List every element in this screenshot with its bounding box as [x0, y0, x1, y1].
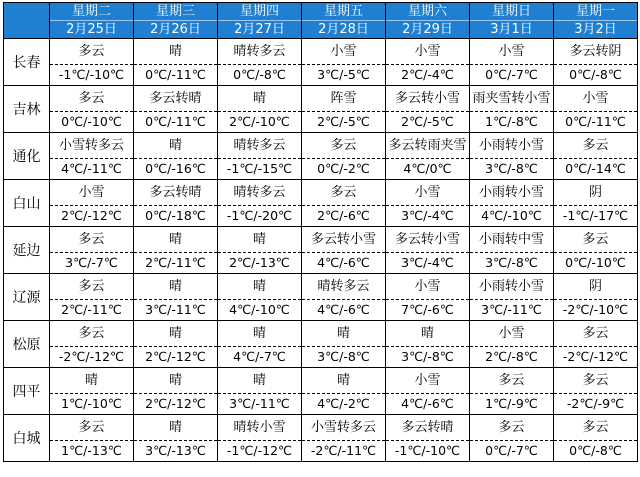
forecast-cell [302, 227, 386, 274]
temperature-text: 0℃/-10℃ [554, 252, 637, 273]
forecast-cell [470, 180, 554, 227]
forecast-cell [554, 368, 638, 415]
forecast-cell [218, 227, 302, 274]
weather-text: 小雪 [78, 185, 105, 200]
forecast-cell [554, 39, 638, 86]
forecast-cell [386, 321, 470, 368]
weather-text: 晴转多云 [317, 279, 370, 294]
weather-text: 阴 [588, 279, 602, 294]
weather-text: 晴 [420, 326, 434, 341]
temperature-text: -1℃/-10℃ [50, 64, 133, 85]
city-row [4, 180, 638, 227]
forecast-cell [386, 368, 470, 415]
forecast-cell [470, 368, 554, 415]
temperature-text: 3℃/-8℃ [302, 346, 385, 367]
temperature-text: 4℃/-10℃ [470, 205, 553, 226]
forecast-cell [554, 321, 638, 368]
temperature-text: 0℃/-10℃ [50, 111, 133, 132]
forecast-cell [302, 86, 386, 133]
temperature-text: -2℃/-12℃ [554, 346, 637, 367]
temperature-text: 0℃/-11℃ [554, 111, 637, 132]
weather-text: 小雪 [414, 44, 441, 59]
temperature-text: 3℃/-4℃ [386, 205, 469, 226]
weather-text: 小雨转中雪 [478, 232, 544, 247]
city-row [4, 133, 638, 180]
temperature-text: 3℃/-11℃ [218, 393, 301, 414]
forecast-cell [218, 180, 302, 227]
temperature-text: 2℃/-11℃ [50, 299, 133, 320]
forecast-cell [302, 39, 386, 86]
weather-text: 多云 [330, 138, 357, 153]
weather-text: 阵雪 [330, 91, 357, 106]
forecast-cell [134, 39, 218, 86]
temperature-text: 2℃/-13℃ [218, 252, 301, 273]
temperature-text: 3℃/-5℃ [302, 64, 385, 85]
temperature-text: 4℃/0℃ [386, 158, 469, 179]
weekday-label: 星期日 [470, 3, 553, 21]
weather-text: 晴 [336, 326, 350, 341]
temperature-text: 2℃/-8℃ [470, 346, 553, 367]
weather-text: 多云转阴 [569, 44, 622, 59]
weather-text: 多云转小雪 [394, 91, 460, 106]
temperature-text: 2℃/-12℃ [134, 393, 217, 414]
weather-text: 小雨转小雪 [478, 279, 544, 294]
temperature-text: 4℃/-10℃ [218, 299, 301, 320]
temperature-text: 0℃/-8℃ [554, 64, 637, 85]
temperature-text: 2℃/-5℃ [302, 111, 385, 132]
weather-text: 小雪转多云 [310, 420, 376, 435]
forecast-cell [470, 321, 554, 368]
weather-text: 晴 [252, 91, 266, 106]
forecast-cell [218, 368, 302, 415]
forecast-cell [554, 180, 638, 227]
day-header-cell [218, 3, 302, 39]
weekday-label: 星期一 [554, 3, 637, 21]
temperature-text: 1℃/-8℃ [470, 111, 553, 132]
forecast-cell [134, 415, 218, 462]
date-label: 3月1日 [490, 22, 533, 37]
weather-text: 晴 [252, 279, 266, 294]
weather-text: 晴 [168, 44, 182, 59]
temperature-text: -1℃/-10℃ [386, 440, 469, 461]
temperature-text: 2℃/-12℃ [134, 346, 217, 367]
temperature-text: 3℃/-7℃ [50, 252, 133, 273]
weekday-label: 星期四 [218, 3, 301, 21]
forecast-cell [302, 133, 386, 180]
date-label: 3月2日 [574, 22, 617, 37]
weather-text: 多云转雨夹雪 [388, 138, 467, 153]
forecast-cell [50, 415, 134, 462]
temperature-text: 4℃/-7℃ [218, 346, 301, 367]
forecast-cell [470, 227, 554, 274]
date-label: 2月25日 [66, 22, 117, 37]
temperature-text: 3℃/-4℃ [386, 252, 469, 273]
weather-text: 多云 [78, 91, 105, 106]
weather-text: 小雪 [582, 91, 609, 106]
temperature-text: -2℃/-11℃ [302, 440, 385, 461]
weather-text: 多云 [78, 232, 105, 247]
forecast-cell [302, 180, 386, 227]
city-row [4, 86, 638, 133]
temperature-text: 1℃/-9℃ [470, 393, 553, 414]
temperature-text: -1℃/-20℃ [218, 205, 301, 226]
city-row [4, 368, 638, 415]
weather-text: 晴 [168, 420, 182, 435]
temperature-text: 3℃/-8℃ [470, 252, 553, 273]
weather-text: 雨夹雪转小雪 [472, 91, 551, 106]
weather-text: 晴 [168, 232, 182, 247]
city-name: 松原 [4, 321, 50, 368]
weekday-label: 星期六 [386, 3, 469, 21]
weather-text: 晴 [168, 326, 182, 341]
temperature-text: -1℃/-17℃ [554, 205, 637, 226]
temperature-text: -2℃/-10℃ [554, 299, 637, 320]
weather-text: 多云转小雪 [310, 232, 376, 247]
forecast-cell [302, 415, 386, 462]
forecast-cell [218, 133, 302, 180]
temperature-text: 0℃/-11℃ [134, 64, 217, 85]
weather-text: 多云转小雪 [394, 232, 460, 247]
weather-text: 多云 [582, 420, 609, 435]
forecast-cell [50, 180, 134, 227]
weather-text: 晴转多云 [233, 185, 286, 200]
weather-text: 多云 [582, 326, 609, 341]
city-name: 延边 [4, 227, 50, 274]
temperature-text: 0℃/-11℃ [134, 111, 217, 132]
forecast-cell [134, 86, 218, 133]
forecast-cell [554, 86, 638, 133]
temperature-text: 0℃/-16℃ [134, 158, 217, 179]
forecast-cell [134, 368, 218, 415]
weather-text: 多云 [498, 373, 525, 388]
temperature-text: 0℃/-18℃ [134, 205, 217, 226]
temperature-text: -2℃/-12℃ [50, 346, 133, 367]
day-header-cell [302, 3, 386, 39]
weather-text: 多云 [78, 420, 105, 435]
weather-text: 多云转晴 [401, 420, 454, 435]
day-header-cell [554, 3, 638, 39]
temperature-text: 7℃/-6℃ [386, 299, 469, 320]
temperature-text: 2℃/-10℃ [218, 111, 301, 132]
temperature-text: 0℃/-8℃ [554, 440, 637, 461]
temperature-text: 3℃/-8℃ [470, 158, 553, 179]
date-label: 2月27日 [234, 22, 285, 37]
forecast-cell [470, 274, 554, 321]
forecast-cell [554, 133, 638, 180]
forecast-cell [554, 227, 638, 274]
forecast-cell [386, 180, 470, 227]
city-row [4, 274, 638, 321]
temperature-text: 0℃/-2℃ [302, 158, 385, 179]
temperature-text: 3℃/-11℃ [134, 299, 217, 320]
weather-text: 小雨转小雪 [478, 185, 544, 200]
city-name: 辽源 [4, 274, 50, 321]
forecast-cell [386, 39, 470, 86]
temperature-text: -1℃/-15℃ [218, 158, 301, 179]
weather-text: 多云 [582, 373, 609, 388]
forecast-cell [218, 86, 302, 133]
day-header-cell [470, 3, 554, 39]
weather-text: 小雪 [414, 373, 441, 388]
forecast-cell [470, 415, 554, 462]
temperature-text: 2℃/-4℃ [386, 64, 469, 85]
temperature-text: 2℃/-5℃ [386, 111, 469, 132]
weather-text: 多云 [78, 279, 105, 294]
date-label: 2月29日 [402, 22, 453, 37]
forecast-cell [470, 133, 554, 180]
temperature-text: 0℃/-7℃ [470, 64, 553, 85]
temperature-text: 0℃/-7℃ [470, 440, 553, 461]
temperature-text: 4℃/-6℃ [302, 299, 385, 320]
weather-text: 小雨转小雪 [478, 138, 544, 153]
forecast-cell [302, 368, 386, 415]
forecast-cell [134, 321, 218, 368]
forecast-cell [470, 39, 554, 86]
city-name: 长春 [4, 39, 50, 86]
city-row [4, 39, 638, 86]
weather-text: 晴转小雪 [233, 420, 286, 435]
temperature-text: 2℃/-12℃ [50, 205, 133, 226]
forecast-cell [50, 86, 134, 133]
temperature-text: 4℃/-6℃ [386, 393, 469, 414]
weekday-label: 星期三 [134, 3, 217, 21]
weather-text: 晴 [168, 138, 182, 153]
weather-text: 多云 [330, 185, 357, 200]
temperature-text: 4℃/-11℃ [50, 158, 133, 179]
date-label: 2月28日 [318, 22, 369, 37]
weather-text: 晴 [252, 326, 266, 341]
weather-text: 小雪 [330, 44, 357, 59]
forecast-cell [302, 274, 386, 321]
header-row [4, 3, 638, 39]
forecast-cell [134, 274, 218, 321]
day-header-cell [386, 3, 470, 39]
city-name: 吉林 [4, 86, 50, 133]
weather-text: 小雪转多云 [58, 138, 124, 153]
weather-text: 多云 [498, 420, 525, 435]
weather-text: 多云转晴 [149, 185, 202, 200]
temperature-text: 4℃/-6℃ [302, 252, 385, 273]
weather-text: 晴 [168, 279, 182, 294]
forecast-cell [50, 39, 134, 86]
weather-text: 多云转晴 [149, 91, 202, 106]
weather-text: 晴 [84, 373, 98, 388]
weather-text: 小雪 [498, 326, 525, 341]
city-name: 四平 [4, 368, 50, 415]
weather-text: 晴 [252, 232, 266, 247]
temperature-text: -2℃/-9℃ [554, 393, 637, 414]
temperature-text: 4℃/-2℃ [302, 393, 385, 414]
temperature-text: 3℃/-11℃ [470, 299, 553, 320]
day-header-cell [134, 3, 218, 39]
weather-text: 多云 [78, 44, 105, 59]
city-row [4, 415, 638, 462]
forecast-cell [218, 274, 302, 321]
temperature-text: 0℃/-14℃ [554, 158, 637, 179]
weather-text: 阴 [588, 185, 602, 200]
temperature-text: -1℃/-12℃ [218, 440, 301, 461]
forecast-cell [386, 133, 470, 180]
temperature-text: 3℃/-13℃ [134, 440, 217, 461]
forecast-cell [134, 227, 218, 274]
day-header-cell [50, 3, 134, 39]
weather-text: 晴 [168, 373, 182, 388]
temperature-text: 0℃/-8℃ [218, 64, 301, 85]
forecast-cell [134, 180, 218, 227]
date-label: 2月26日 [150, 22, 201, 37]
forecast-cell [50, 274, 134, 321]
city-row [4, 321, 638, 368]
weather-text: 小雪 [498, 44, 525, 59]
city-row [4, 227, 638, 274]
weekday-label: 星期五 [302, 3, 385, 21]
forecast-cell [386, 415, 470, 462]
weather-text: 小雪 [414, 185, 441, 200]
temperature-text: 2℃/-11℃ [134, 252, 217, 273]
weather-text: 晴 [336, 373, 350, 388]
forecast-cell [50, 368, 134, 415]
forecast-cell [218, 321, 302, 368]
forecast-cell [218, 39, 302, 86]
forecast-cell [386, 274, 470, 321]
weather-text: 晴转多云 [233, 44, 286, 59]
forecast-cell [554, 415, 638, 462]
forecast-cell [50, 321, 134, 368]
temperature-text: 1℃/-10℃ [50, 393, 133, 414]
temperature-text: 2℃/-6℃ [302, 205, 385, 226]
forecast-table [3, 2, 638, 462]
weather-text: 晴 [252, 373, 266, 388]
header-corner-cell [4, 3, 50, 39]
forecast-cell [218, 415, 302, 462]
forecast-cell [470, 86, 554, 133]
forecast-cell [554, 274, 638, 321]
forecast-cell [50, 227, 134, 274]
temperature-text: 3℃/-8℃ [386, 346, 469, 367]
weather-text: 晴转多云 [233, 138, 286, 153]
weather-text: 多云 [582, 138, 609, 153]
forecast-cell [386, 227, 470, 274]
weather-text: 多云 [582, 232, 609, 247]
weekday-label: 星期二 [50, 3, 133, 21]
forecast-cell [134, 133, 218, 180]
city-name: 通化 [4, 133, 50, 180]
city-name: 白山 [4, 180, 50, 227]
weather-text: 小雪 [414, 279, 441, 294]
city-name: 白城 [4, 415, 50, 462]
forecast-cell [50, 133, 134, 180]
forecast-cell [386, 86, 470, 133]
temperature-text: 1℃/-13℃ [50, 440, 133, 461]
weather-text: 多云 [78, 326, 105, 341]
forecast-cell [302, 321, 386, 368]
